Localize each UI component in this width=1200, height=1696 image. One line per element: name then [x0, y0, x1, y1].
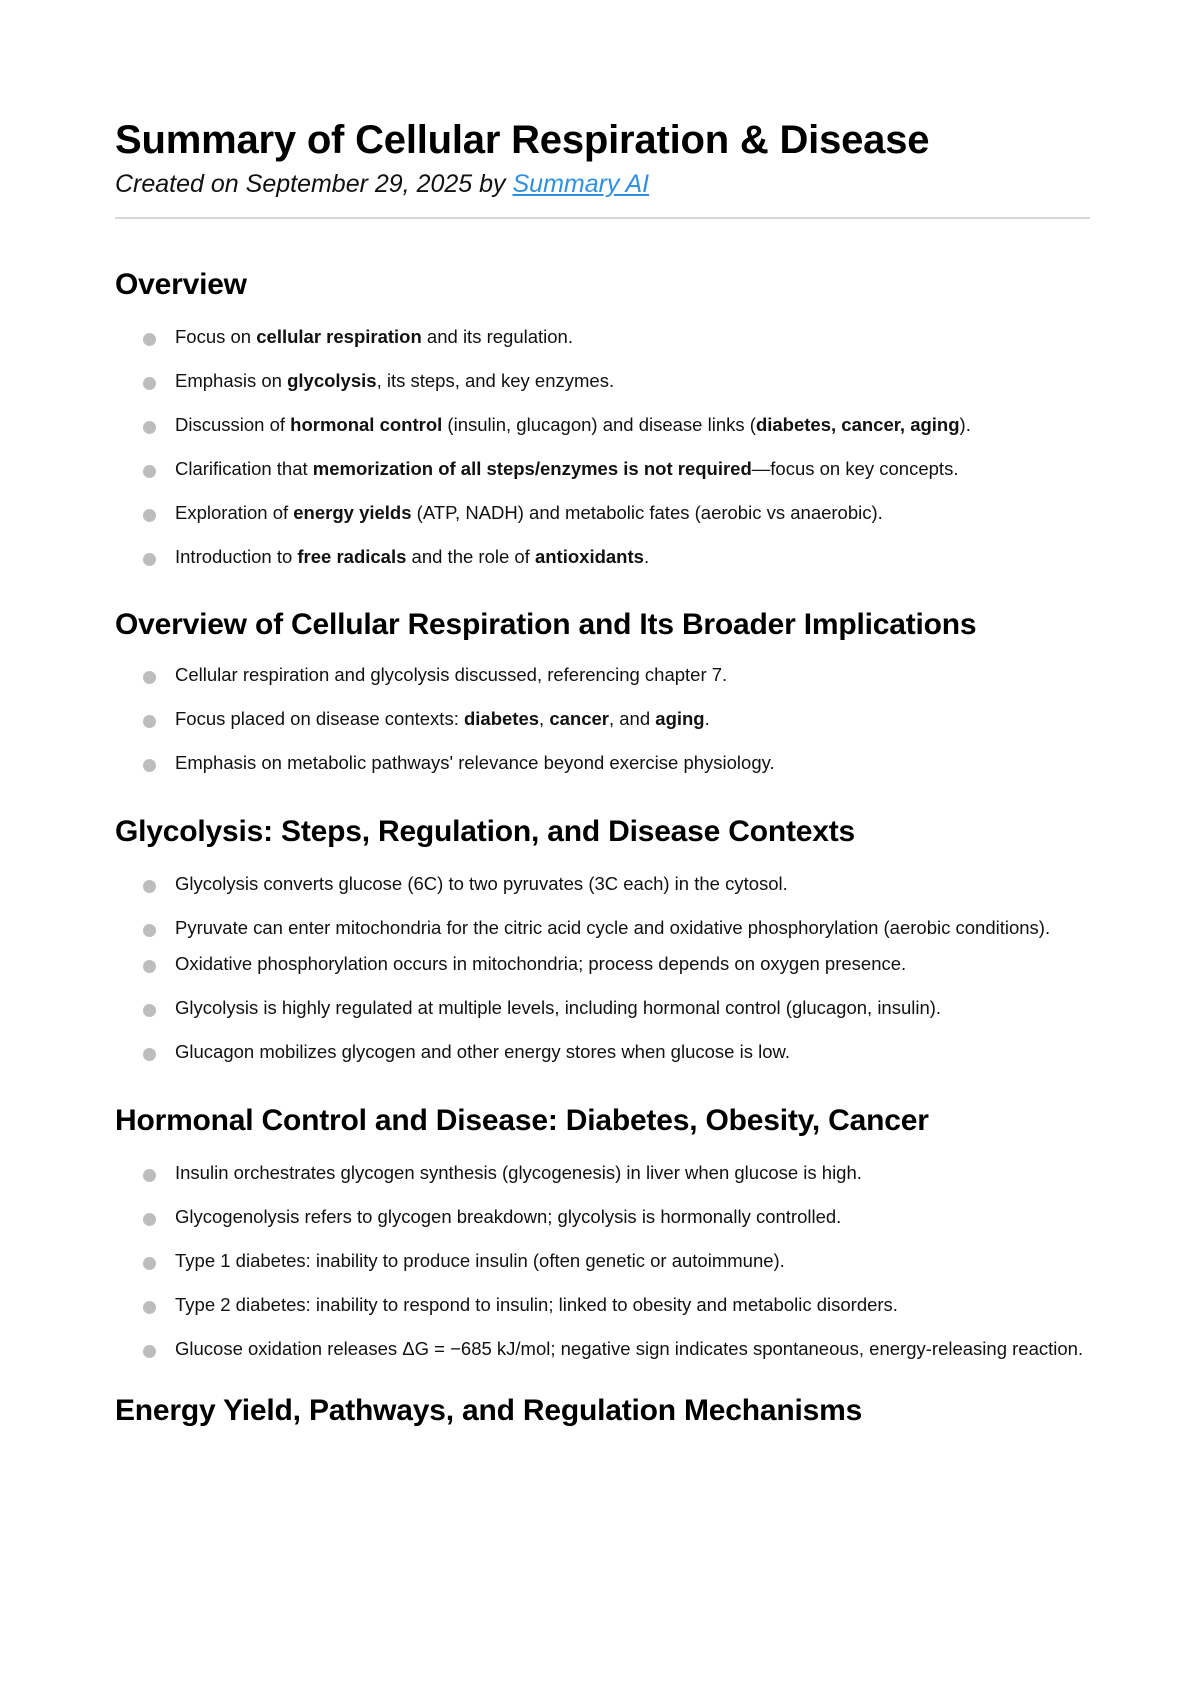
text-run: and the role of — [406, 546, 535, 567]
text-run: Type 1 diabetes: inability to produce insulin (often genetic or autoimmune). — [175, 1250, 785, 1271]
list-item — [115, 1250, 1090, 1272]
list-item — [115, 502, 1090, 524]
text-run: Oxidative phosphorylation occurs in mitochondria; process depends on oxygen presence. — [175, 953, 907, 974]
bullet-icon — [143, 1169, 156, 1182]
text-run: (insulin, glucagon) and disease links ( — [442, 414, 756, 435]
bullet-icon — [143, 377, 156, 390]
list-item — [115, 1041, 1090, 1063]
text-run: Type 2 diabetes: inability to respond to insulin; linked to obesity and metabolic disorders. — [175, 1294, 898, 1315]
bold-text: aging — [655, 708, 705, 729]
section-heading: Overview — [115, 268, 247, 301]
list-item — [115, 1294, 1090, 1316]
list-item — [115, 752, 1090, 774]
list-item — [115, 997, 1090, 1019]
section-heading: Hormonal Control and Disease: Diabetes, Obesity, Cancer — [115, 1104, 929, 1137]
bullet-icon — [143, 1301, 156, 1314]
bullet-icon — [143, 924, 156, 937]
list-item — [115, 546, 1090, 568]
text-run: Pyruvate can enter mitochondria for the citric acid cycle and oxidative phosphorylation (aerobic conditions). — [175, 917, 1051, 938]
bold-text: cancer — [549, 708, 609, 729]
section-heading: Energy Yield, Pathways, and Regulation Mechanisms — [115, 1394, 863, 1427]
title-divider — [115, 217, 1090, 219]
section-hormonal-control — [115, 1102, 1090, 1360]
text-run: Glycolysis is highly regulated at multiple levels, including hormonal control (glucagon, insulin). — [175, 997, 942, 1018]
text-run: —focus on key concepts. — [751, 458, 959, 479]
section-overview — [115, 266, 1090, 568]
bold-text: cellular respiration — [256, 326, 422, 347]
bullet-icon — [143, 759, 156, 772]
list-item — [115, 1162, 1090, 1184]
document-meta — [115, 168, 1090, 200]
section-energy-yield — [115, 1392, 1090, 1430]
text-run: , and — [608, 708, 656, 729]
text-run: Glucose oxidation releases ΔG = −685 kJ/mol; negative sign indicates spontaneous, energy-releasing reaction. — [175, 1338, 1084, 1359]
bullet-icon — [143, 1004, 156, 1017]
bold-text: glycolysis — [287, 370, 377, 391]
text-run: . — [704, 708, 710, 729]
text-run: Discussion of — [175, 414, 291, 435]
bullet-list — [115, 873, 1090, 1063]
list-item — [115, 917, 1090, 939]
section-glycolysis — [115, 813, 1090, 1063]
list-item — [115, 1206, 1090, 1228]
bold-text: energy yields — [293, 502, 412, 523]
text-run: Exploration of — [175, 502, 294, 523]
bullet-icon — [143, 1345, 156, 1358]
author-link[interactable]: Summary AI — [512, 170, 650, 198]
bullet-icon — [143, 1257, 156, 1270]
document-title: Summary of Cellular Respiration & Disease — [115, 118, 930, 162]
bold-text: diabetes — [463, 708, 540, 729]
text-run: Introduction to — [175, 546, 298, 567]
text-run: Clarification that — [175, 458, 313, 479]
bullet-list — [115, 326, 1090, 568]
list-item — [115, 370, 1090, 392]
section-cellular-respiration — [115, 606, 1090, 774]
list-item — [115, 458, 1090, 480]
bullet-list — [115, 664, 1090, 774]
bullet-icon — [143, 421, 156, 434]
text-run: . — [643, 546, 650, 567]
text-run: (ATP, NADH) and metabolic fates (aerobic vs anaerobic). — [411, 502, 883, 523]
list-item — [115, 708, 1090, 730]
bold-text: free radicals — [297, 546, 407, 567]
text-run: and its regulation. — [421, 326, 573, 347]
bold-text: diabetes, cancer, aging — [755, 414, 960, 435]
bold-text: antioxidants — [534, 546, 644, 567]
bullet-icon — [143, 880, 156, 893]
text-run: Glycolysis converts glucose (6C) to two pyruvates (3C each) in the cytosol. — [175, 873, 788, 894]
text-run: Emphasis on metabolic pathways' relevance beyond exercise physiology. — [175, 752, 775, 773]
list-item — [115, 664, 1090, 686]
text-run: Cellular respiration and glycolysis discussed, referencing chapter 7. — [175, 664, 728, 685]
bullet-icon — [143, 465, 156, 478]
bold-text: memorization of all steps/enzymes is not required — [312, 458, 752, 479]
created-date-text: Created on September 29, 2025 by — [115, 170, 506, 198]
bullet-icon — [143, 333, 156, 346]
list-item — [115, 1338, 1090, 1360]
bullet-icon — [143, 553, 156, 566]
bullet-icon — [143, 960, 156, 973]
bullet-icon — [143, 1048, 156, 1061]
text-run: , its steps, and key enzymes. — [376, 370, 615, 391]
list-item — [115, 953, 1090, 975]
list-item — [115, 414, 1090, 436]
text-run: Focus placed on disease contexts: — [175, 708, 464, 729]
text-run: Emphasis on — [175, 370, 288, 391]
text-run: Focus on — [175, 326, 257, 347]
bullet-icon — [143, 715, 156, 728]
bullet-icon — [143, 509, 156, 522]
list-item — [115, 873, 1090, 895]
bold-text: hormonal control — [290, 414, 443, 435]
text-run: Glycogenolysis refers to glycogen breakdown; glycolysis is hormonally controlled. — [175, 1206, 842, 1227]
bullet-list — [115, 1162, 1090, 1360]
text-run: Glucagon mobilizes glycogen and other energy stores when glucose is low. — [175, 1041, 790, 1062]
bullet-icon — [143, 1213, 156, 1226]
section-heading: Overview of Cellular Respiration and Its Broader Implications — [115, 608, 977, 641]
text-run: Insulin orchestrates glycogen synthesis (glycogenesis) in liver when glucose is high. — [175, 1162, 862, 1183]
text-run: , — [539, 708, 550, 729]
section-heading: Glycolysis: Steps, Regulation, and Disease Contexts — [115, 815, 856, 848]
list-item — [115, 326, 1090, 348]
text-run: ). — [959, 414, 971, 435]
bullet-icon — [143, 671, 156, 684]
